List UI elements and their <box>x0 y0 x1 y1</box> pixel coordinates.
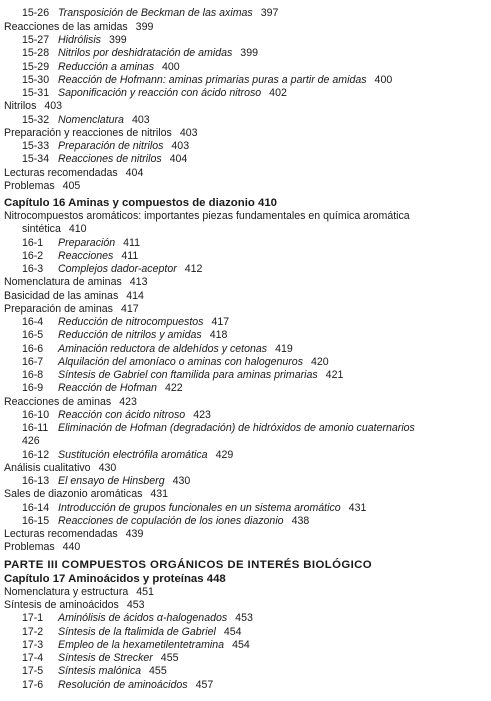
toc-entry <box>0 262 491 276</box>
page-number: 422 <box>164 382 183 395</box>
section-number: 15-34 <box>22 153 50 166</box>
page-number: 429 <box>215 448 234 461</box>
section-number: 16-1 <box>22 236 44 249</box>
section-number: 15-33 <box>22 140 50 153</box>
page-number: 431 <box>348 501 367 514</box>
entry-title: Eliminación de Hofman (degradación) de hidróxidos de amonio cuaternarios <box>58 422 415 435</box>
toc-entry <box>0 236 491 250</box>
entry-title: Reducción de nitrocompuestos <box>58 316 204 329</box>
entry-title: Empleo de la hexametilentetramina <box>58 638 225 651</box>
section-number: 17-6 <box>22 678 44 691</box>
entry-title: Reacción con ácido nitroso <box>58 408 186 421</box>
toc-entry <box>0 60 491 74</box>
page-number: 399 <box>108 34 127 47</box>
toc-entry <box>0 342 491 356</box>
page-number: 417 <box>120 302 139 315</box>
page-number: 440 <box>62 541 81 554</box>
entry-title: Síntesis de Strecker <box>58 652 153 665</box>
page-number: 400 <box>374 73 393 86</box>
toc-entry <box>0 501 491 515</box>
page-number: 430 <box>172 475 191 488</box>
entry-title: Síntesis de la ftalimida de Gabriel <box>58 625 216 638</box>
section-number: 17-2 <box>22 625 44 638</box>
entry-title: Síntesis de aminoácidos <box>4 599 119 612</box>
entry-title: Resolución de aminoácidos <box>58 678 188 691</box>
toc-entry <box>0 209 491 223</box>
page-number: 454 <box>232 638 250 651</box>
page-number: 453 <box>235 612 253 625</box>
page-number: 438 <box>291 514 310 527</box>
toc-entry <box>0 33 491 47</box>
page-number: 431 <box>150 488 169 501</box>
entry-title: Nitrocompuestos aromáticos: importantes piezas fundamentales en química aromática <box>4 210 410 223</box>
entry-title: Sustitución electrófila aromática <box>58 448 208 461</box>
toc-entry <box>0 487 491 501</box>
page-number: 411 <box>123 236 141 249</box>
section-number: 16-6 <box>22 342 44 355</box>
toc-entry <box>0 598 491 612</box>
toc-entry <box>0 152 491 166</box>
toc-entry <box>0 514 491 528</box>
entry-title: Reacciones de copulación de los iones diazonio <box>58 514 284 527</box>
entry-title: Reducción de nitrilos y amidas <box>58 329 202 342</box>
chapter-heading <box>0 572 491 586</box>
page-number: 423 <box>193 408 211 421</box>
toc-entry <box>0 249 491 263</box>
section-number: 16-5 <box>22 329 44 342</box>
toc-entry <box>0 381 491 395</box>
entry-title: Preparación de aminas <box>4 302 113 315</box>
page-number: 399 <box>135 20 154 33</box>
entry-title: Preparación de nitrilos <box>58 140 164 153</box>
section-number: 16-15 <box>22 514 50 527</box>
entry-title: sintética <box>22 223 61 236</box>
entry-title: Complejos dador-aceptor <box>58 263 177 276</box>
toc-entry <box>0 73 491 87</box>
toc-entry <box>0 540 491 554</box>
entry-title: Reacciones de las amidas <box>4 20 128 33</box>
page-number: 403 <box>44 100 63 113</box>
section-number: 16-11 <box>22 422 49 435</box>
toc-entry <box>0 474 491 488</box>
toc-entry <box>0 527 491 541</box>
toc-entry <box>0 6 491 20</box>
section-number: 15-29 <box>22 60 50 73</box>
page-number: 457 <box>195 678 214 691</box>
toc-entry <box>0 408 491 422</box>
page-number: 400 <box>162 60 180 73</box>
section-number: 16-14 <box>22 501 50 514</box>
toc-entry <box>0 461 491 475</box>
entry-title: Reacción de Hofmann: aminas primarias puras a partir de amidas <box>58 73 367 86</box>
toc-entry <box>0 302 491 316</box>
toc-entry <box>0 651 491 665</box>
toc-entry <box>0 126 491 140</box>
entry-title: Nomenclatura <box>58 113 124 126</box>
page-number: 454 <box>223 625 242 638</box>
toc-entry <box>0 139 491 153</box>
toc-entry <box>0 166 491 180</box>
entry-title: 426 <box>22 435 40 448</box>
entry-title: Hidrólisis <box>58 34 101 47</box>
entry-title: Problemas <box>4 541 55 554</box>
section-number: 15-28 <box>22 47 50 60</box>
chapter-heading <box>0 196 491 210</box>
entry-title: Reacciones de nitrilos <box>58 153 162 166</box>
toc-entry <box>0 434 491 448</box>
page-number: 402 <box>269 87 287 100</box>
page-number: 399 <box>240 47 258 60</box>
page-number: 421 <box>325 369 344 382</box>
page-number: 419 <box>275 342 293 355</box>
section-number: 16-2 <box>22 249 44 262</box>
section-number: 15-27 <box>22 34 50 47</box>
toc-entry <box>0 20 491 34</box>
entry-title: Basicidad de las aminas <box>4 289 119 302</box>
section-number: 17-1 <box>22 612 44 625</box>
page-number: 417 <box>211 316 230 329</box>
toc-entry <box>0 46 491 60</box>
entry-title: Reacciones de aminas <box>4 395 112 408</box>
entry-title: Síntesis de Gabriel con ftamilida para aminas primarias <box>58 369 318 382</box>
toc-entry <box>0 289 491 303</box>
entry-title: PARTE III COMPUESTOS ORGÁNICOS DE INTERÉS BIOLÓGICO <box>4 558 373 571</box>
entry-title: Preparación <box>58 236 116 249</box>
page-number: 403 <box>171 140 190 153</box>
section-number: 16-7 <box>22 355 44 368</box>
entry-title: Saponificación y reacción con ácido nitroso <box>58 87 262 100</box>
toc-entry <box>0 448 491 462</box>
toc-entry <box>0 179 491 193</box>
page-number: 411 <box>121 249 139 262</box>
section-number: 16-13 <box>22 475 50 488</box>
entry-title: Alquilación del amoníaco o aminas con halogenuros <box>58 355 303 368</box>
page-number: 451 <box>136 585 154 598</box>
entry-title: Preparación y reacciones de nitrilos <box>4 126 172 139</box>
page-number: 413 <box>129 276 148 289</box>
page-number: 423 <box>119 395 137 408</box>
part-heading <box>0 558 491 572</box>
section-number: 17-3 <box>22 638 44 651</box>
page-number: 403 <box>179 126 198 139</box>
page-number: 455 <box>149 665 167 678</box>
entry-title: Análisis cualitativo <box>4 461 91 474</box>
toc-entry <box>0 611 491 625</box>
entry-title: Transposición de Beckman de las aximas <box>58 6 253 19</box>
toc-entry <box>0 368 491 382</box>
page-number: 404 <box>125 166 144 179</box>
entry-title: Nomenclatura y estructura <box>4 585 129 598</box>
toc-entry <box>0 395 491 409</box>
page-number: 412 <box>184 263 203 276</box>
section-number: 16-4 <box>22 316 44 329</box>
entry-title: Nomenclatura de aminas <box>4 276 122 289</box>
toc-entry <box>0 275 491 289</box>
entry-title: Reducción a aminas <box>58 60 154 73</box>
section-number: 16-8 <box>22 369 44 382</box>
entry-title: Nitrilos por deshidratación de amidas <box>58 47 233 60</box>
page-number: 414 <box>126 289 144 302</box>
entry-title: Introducción de grupos funcionales en un sistema aromático <box>58 501 341 514</box>
section-number: 16-3 <box>22 263 44 276</box>
page-number: 403 <box>131 113 150 126</box>
page-number: 410 <box>68 223 87 236</box>
page-number: 420 <box>311 355 329 368</box>
entry-title: Reacciones <box>58 249 114 262</box>
toc-entry <box>0 585 491 599</box>
section-number: 15-32 <box>22 113 50 126</box>
section-number: 15-31 <box>22 87 50 100</box>
toc-entry <box>0 355 491 369</box>
entry-title: Nitrilos <box>4 100 37 113</box>
section-number: 15-26 <box>22 6 50 19</box>
page-number: 405 <box>62 179 81 192</box>
section-number: 17-5 <box>22 665 44 678</box>
section-number: 16-10 <box>22 408 50 421</box>
entry-title: Aminólisis de ácidos α-halogenados <box>58 612 228 625</box>
page-number: 397 <box>260 6 279 19</box>
entry-title: Lecturas recomendadas <box>4 528 118 541</box>
toc-entry <box>0 664 491 678</box>
entry-title: El ensayo de Hinsberg <box>58 475 165 488</box>
entry-title: Capítulo 17 Aminoácidos y proteínas 448 <box>4 572 226 585</box>
entry-title: Sales de diazonio aromáticas <box>4 488 143 501</box>
toc-entry <box>0 638 491 652</box>
toc-entry <box>0 328 491 342</box>
toc-entry <box>0 99 491 113</box>
page-number: 439 <box>125 528 144 541</box>
toc-entry <box>0 113 491 127</box>
toc-entry <box>0 625 491 639</box>
page-number: 430 <box>98 461 117 474</box>
toc-entry <box>0 678 491 692</box>
entry-title: Lecturas recomendadas <box>4 166 118 179</box>
entry-title: Reacción de Hofman <box>58 382 157 395</box>
section-number: 15-30 <box>22 73 50 86</box>
page-number: 418 <box>209 329 228 342</box>
section-number: 16-12 <box>22 448 50 461</box>
toc-entry <box>0 315 491 329</box>
entry-title: Problemas <box>4 179 55 192</box>
toc-entry <box>0 86 491 100</box>
entry-title: Aminación reductora de aldehídos y cetonas <box>58 342 268 355</box>
section-number: 17-4 <box>22 652 44 665</box>
section-number: 16-9 <box>22 382 44 395</box>
toc-entry <box>0 421 491 435</box>
page-number: 404 <box>169 153 188 166</box>
page-number: 453 <box>126 599 145 612</box>
toc-entry <box>0 222 491 236</box>
page-number: 455 <box>160 652 179 665</box>
entry-title: Síntesis malónica <box>58 665 142 678</box>
entry-title: Capítulo 16 Aminas y compuestos de diazonio 410 <box>4 196 278 209</box>
